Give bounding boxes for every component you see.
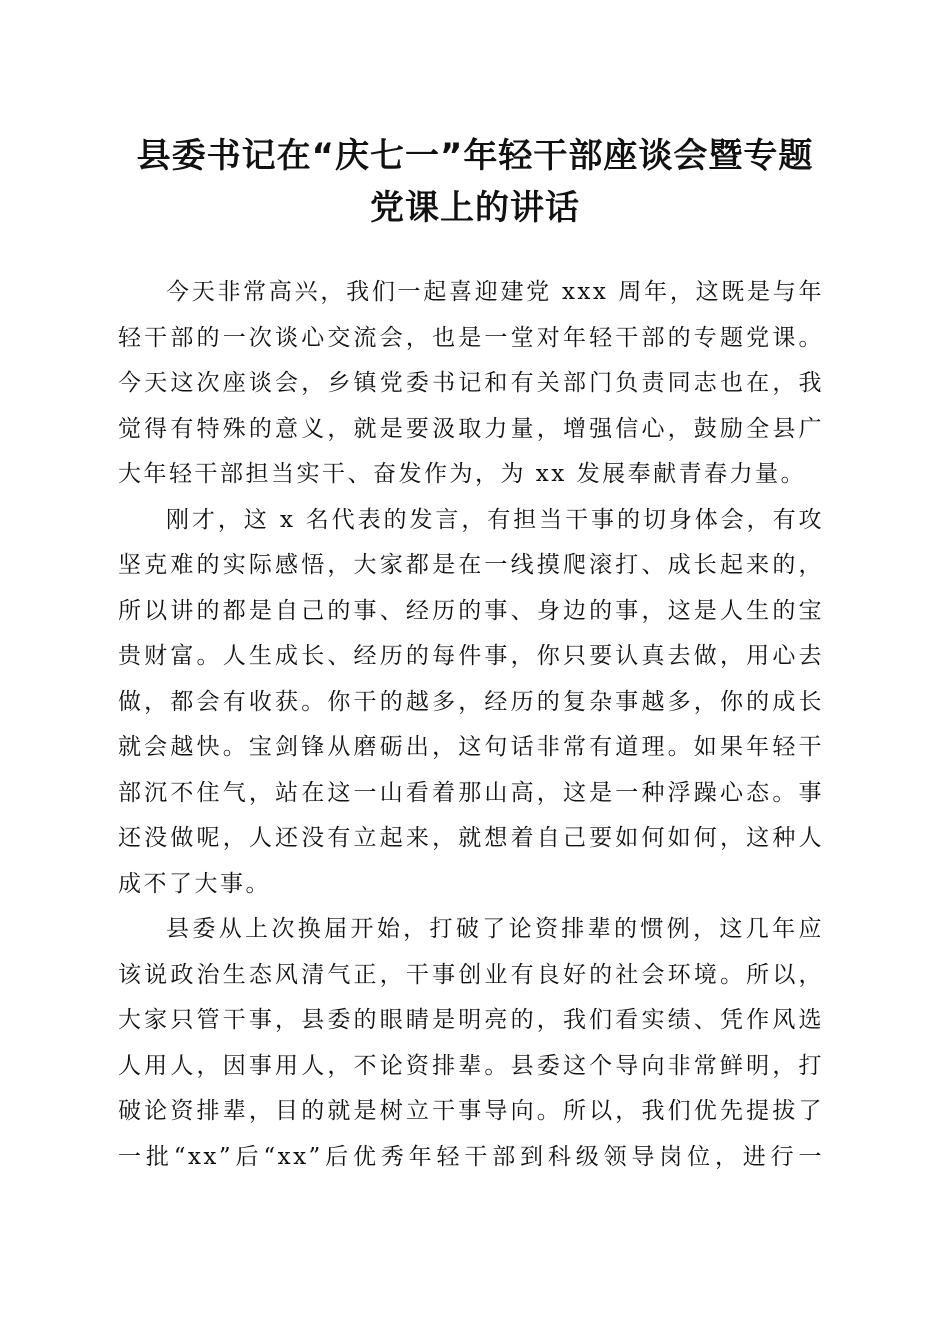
paragraph-line: 今天非常高兴，我们一起喜迎建党 xxx 周年，这既是与年 <box>166 279 824 305</box>
paragraph-line: 所以讲的都是自己的事、经历的事、身边的事，这是人生的宝 <box>118 597 824 624</box>
paragraph-line: 人用人，因事用人，不论资排辈。县委这个导向非常鲜明，打 <box>118 1052 824 1079</box>
paragraph-line: 成不了大事。 <box>118 870 271 897</box>
title-line-1: 县委书记在“庆七一”年轻干部座谈会暨专题 <box>136 136 814 176</box>
paragraph-2 <box>118 498 824 908</box>
paragraph-line: 轻干部的一次谈心交流会，也是一堂对年轻干部的专题党课。 <box>118 324 824 351</box>
paragraph-line: 坚克难的实际感悟，大家都是在一线摸爬滚打、成长起来的， <box>118 552 824 578</box>
paragraph-line: 觉得有特殊的意义，就是要汲取力量，增强信心，鼓励全县广 <box>118 415 824 442</box>
paragraph-line: 今天这次座谈会，乡镇党委书记和有关部门负责同志也在，我 <box>118 370 824 396</box>
paragraph-line: 该说政治生态风清气正，干事创业有良好的社会环境。所以， <box>118 961 824 988</box>
paragraph-line: 破论资排辈，目的就是树立干事导向。所以，我们优先提拔了 <box>118 1098 824 1124</box>
paragraph-line: 县委从上次换届开始，打破了论资排辈的惯例，这几年应 <box>166 916 824 942</box>
paragraph-3 <box>118 907 824 1180</box>
paragraph-line: 大年轻干部担当实干、奋发作为，为 xx 发展奉献青春力量。 <box>118 461 807 487</box>
paragraph-1 <box>118 270 824 498</box>
paragraph-line: 大家只管干事，县委的眼睛是明亮的，我们看实绩、凭作风选 <box>118 1007 824 1033</box>
paragraph-line: 做，都会有收获。你干的越多，经历的复杂事越多，你的成长 <box>118 688 824 715</box>
paragraph-line: 还没做呢，人还没有立起来，就想着自己要如何如何，这种人 <box>118 825 824 851</box>
paragraph-line: 贵财富。人生成长、经历的每件事，你只要认真去做，用心去 <box>118 643 824 669</box>
page-title <box>110 130 840 234</box>
paragraph-line: 一批“xx”后“xx”后优秀年轻干部到科级领导岗位，进行一 <box>118 1143 824 1170</box>
paragraph-line: 刚才，这 x 名代表的发言，有担当干事的切身体会，有攻 <box>166 506 824 533</box>
paragraph-line: 部沉不住气，站在这一山看着那山高，这是一种浮躁心态。事 <box>118 779 824 806</box>
title-line-2: 党课上的讲话 <box>370 188 580 228</box>
paragraph-line: 就会越快。宝剑锋从磨砺出，这句话非常有道理。如果年轻干 <box>118 734 824 760</box>
document-body <box>118 270 824 1180</box>
